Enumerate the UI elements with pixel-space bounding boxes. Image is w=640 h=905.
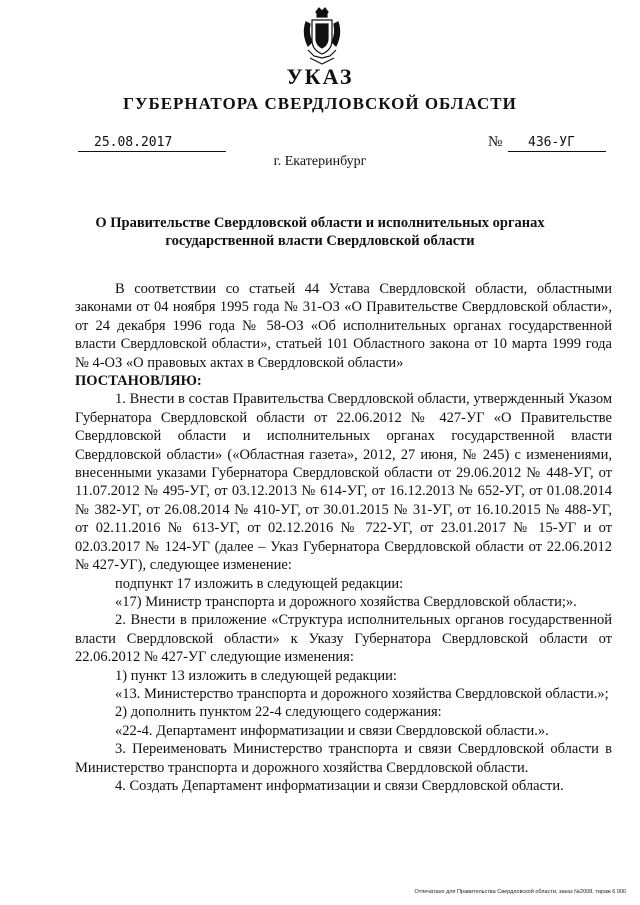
- clause-paragraph: 3. Переименовать Министерство транспорта и связи Свердловской области в Министерство транспорта и дорожного хозяйства Свердловской области.: [75, 741, 612, 776]
- print-footer: Отпечатано для Правительства Свердловской области, заказ №2008, тираж 6 000: [414, 889, 626, 895]
- document-body: [75, 280, 612, 795]
- decree-date: 25.08.2017: [78, 134, 226, 152]
- clause-paragraph: 4. Создать Департамент информатизации и связи Свердловской области.: [115, 777, 564, 794]
- decree-title: УКАЗ: [286, 64, 354, 89]
- clause-paragraph: «13. Министерство транспорта и дорожного хозяйства Свердловской области.»;: [115, 685, 609, 702]
- decree-keyword: ПОСТАНОВЛЯЮ:: [75, 373, 202, 390]
- clause-paragraph: подпункт 17 изложить в следующей редакции:: [115, 575, 404, 592]
- preamble-paragraph: В соответствии со статьей 44 Устава Свердловской области, областными законами от 04 ноября 1995 года № 31-ОЗ «О Правительстве Свердловской области», от 24 декабря 1996 года № 58-ОЗ «Об исполнительных органах государственной власти Свердловской области», статьей 101 Областного закона от 10 марта 1999 года № 4-ОЗ «О правовых актах в Свердловской области»: [75, 281, 612, 371]
- document-title-line: О Правительстве Свердловской области и исполнительных органах: [95, 215, 545, 231]
- clause-paragraph: 1) пункт 13 изложить в следующей редакции:: [115, 667, 397, 684]
- decree-number: 436-УГ: [508, 134, 606, 152]
- number-sign: №: [488, 134, 503, 150]
- document-title: [70, 214, 570, 250]
- clause-paragraph: 2) дополнить пунктом 22-4 следующего содержания:: [115, 704, 442, 721]
- clause-paragraph: 2. Внести в приложение «Структура исполнительных органов государственной власти Свердловской области» к Указу Губернатора Свердловской области от 22.06.2012 № 427-УГ следующие изменения:: [75, 612, 612, 666]
- decree-issuer: ГУБЕРНАТОРА СВЕРДЛОВСКОЙ ОБЛАСТИ: [123, 94, 517, 113]
- clause-paragraph: «17) Министр транспорта и дорожного хозяйства Свердловской области;».: [115, 593, 577, 610]
- clause-paragraph: «22-4. Департамент информатизации и связи Свердловской области.».: [115, 722, 549, 739]
- clause-paragraph: 1. Внести в состав Правительства Свердловской области, утвержденный Указом Губернатора Свердловской области от 22.06.2012 № 427-УГ «О Правительстве Свердловской области и исполнительных органах государственной власти Свердловской области» («Областная газета», 2012, 27 июня, № 245) с изменениями, внесенными указами Губернатора Свердловской области от 29.06.2012 № 448-УГ, от 11.07.2012 № 495-УГ, от 03.12.2013 № 614-УГ, от 16.12.2013 № 652-УГ, от 01.08.2014 № 382-УГ, от 26.08.2014 № 410-УГ, от 30.01.2015 № 31-УГ, от 16.10.2015 № 488-УГ, от 02.11.2016 № 613-УГ, от 02.12.2016 № 722-УГ, от 23.01.2017 № 15-УГ и от 02.03.2017 № 124-УГ (далее – Указ Губернатора Свердловской области от 22.06.2012 № 427-УГ), следующее изменение:: [75, 391, 612, 574]
- document-title-line: государственной власти Свердловской области: [165, 233, 475, 249]
- issue-city: г. Екатеринбург: [273, 154, 367, 169]
- coat-of-arms-icon: [300, 6, 344, 66]
